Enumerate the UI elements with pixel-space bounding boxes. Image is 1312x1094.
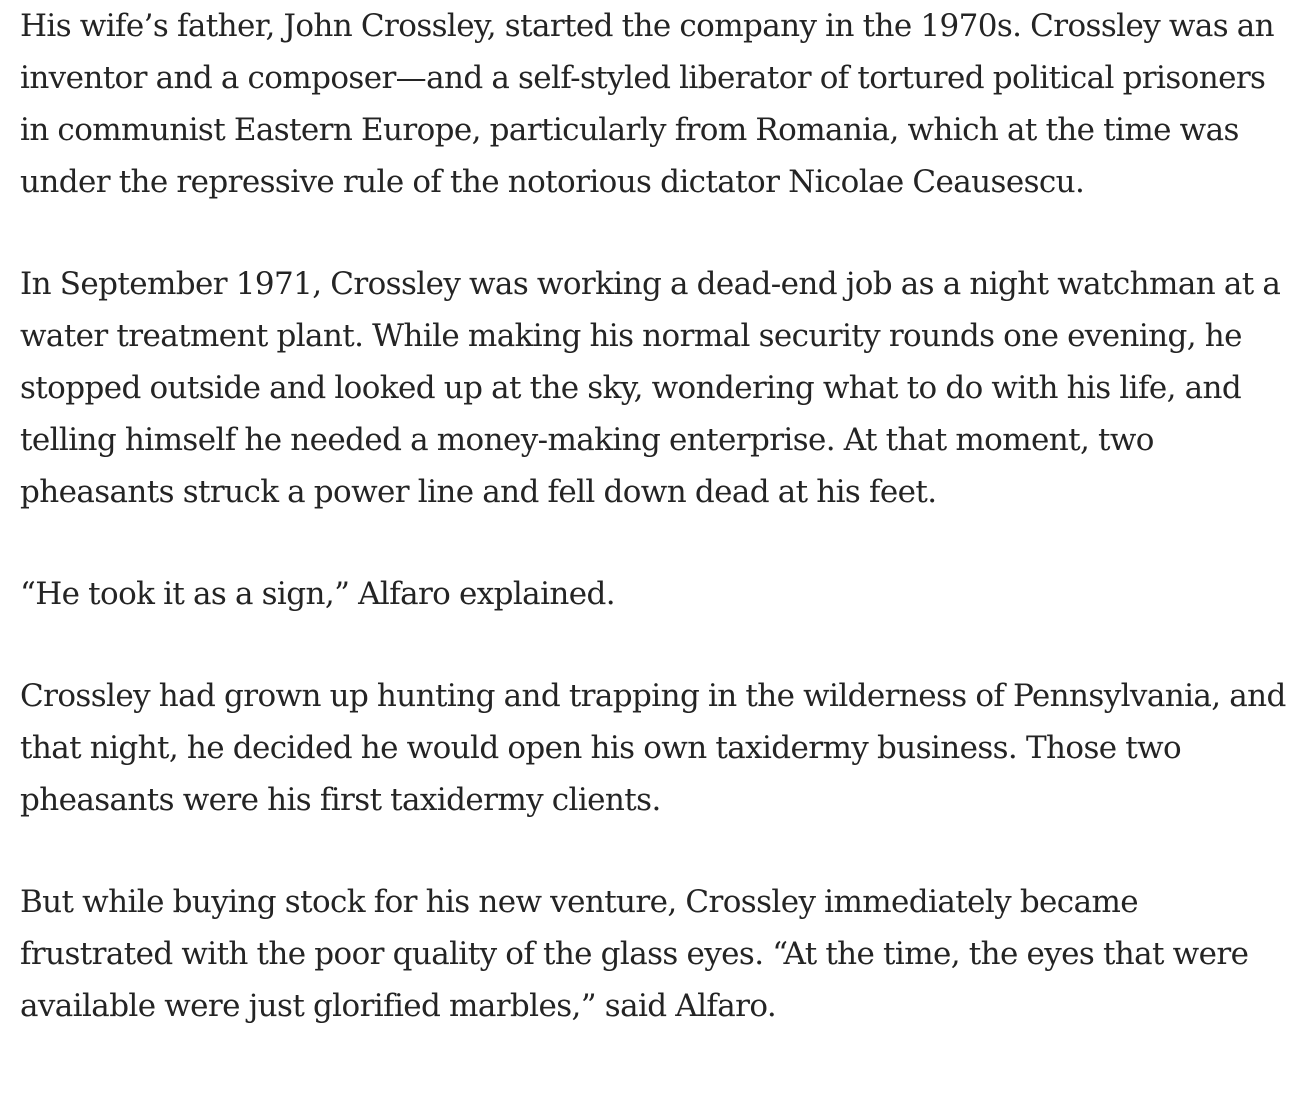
paragraph-line: in communist Eastern Europe, particularly from Romania, which at the time was [20,112,1239,148]
paragraph-4 [20,670,1292,826]
paragraph-line: telling himself he needed a money-making enterprise. At that moment, two [20,422,1154,458]
article-body [20,0,1292,1032]
paragraph-line: that night, he decided he would open his own taxidermy business. Those two [20,730,1182,766]
paragraph-line: In September 1971, Crossley was working a dead-end job as a night watchman at a [20,266,1281,302]
paragraph-line: Crossley had grown up hunting and trapping in the wilderness of Pennsylvania, and [20,678,1286,714]
paragraph-line: water treatment plant. While making his normal security rounds one evening, he [20,318,1242,354]
paragraph-line: available were just glorified marbles,” said Alfaro. [20,988,777,1024]
paragraph-line: inventor and a composer—and a self-styled liberator of tortured political prisoners [20,60,1266,96]
paragraph-line: stopped outside and looked up at the sky, wondering what to do with his life, and [20,370,1242,406]
paragraph-2 [20,258,1292,518]
paragraph-line: But while buying stock for his new venture, Crossley immediately became [20,884,1138,920]
paragraph-line: frustrated with the poor quality of the glass eyes. “At the time, the eyes that were [20,936,1249,972]
paragraph-line: under the repressive rule of the notorious dictator Nicolae Ceausescu. [20,164,1085,200]
paragraph-line: His wife’s father, John Crossley, started the company in the 1970s. Crossley was an [20,8,1275,44]
paragraph-line: pheasants struck a power line and fell down dead at his feet. [20,474,937,510]
paragraph-1 [20,0,1292,208]
paragraph-line: “He took it as a sign,” Alfaro explained. [20,576,615,612]
paragraph-3 [20,568,1292,620]
paragraph-line: pheasants were his first taxidermy clients. [20,782,661,818]
paragraph-5 [20,876,1292,1032]
